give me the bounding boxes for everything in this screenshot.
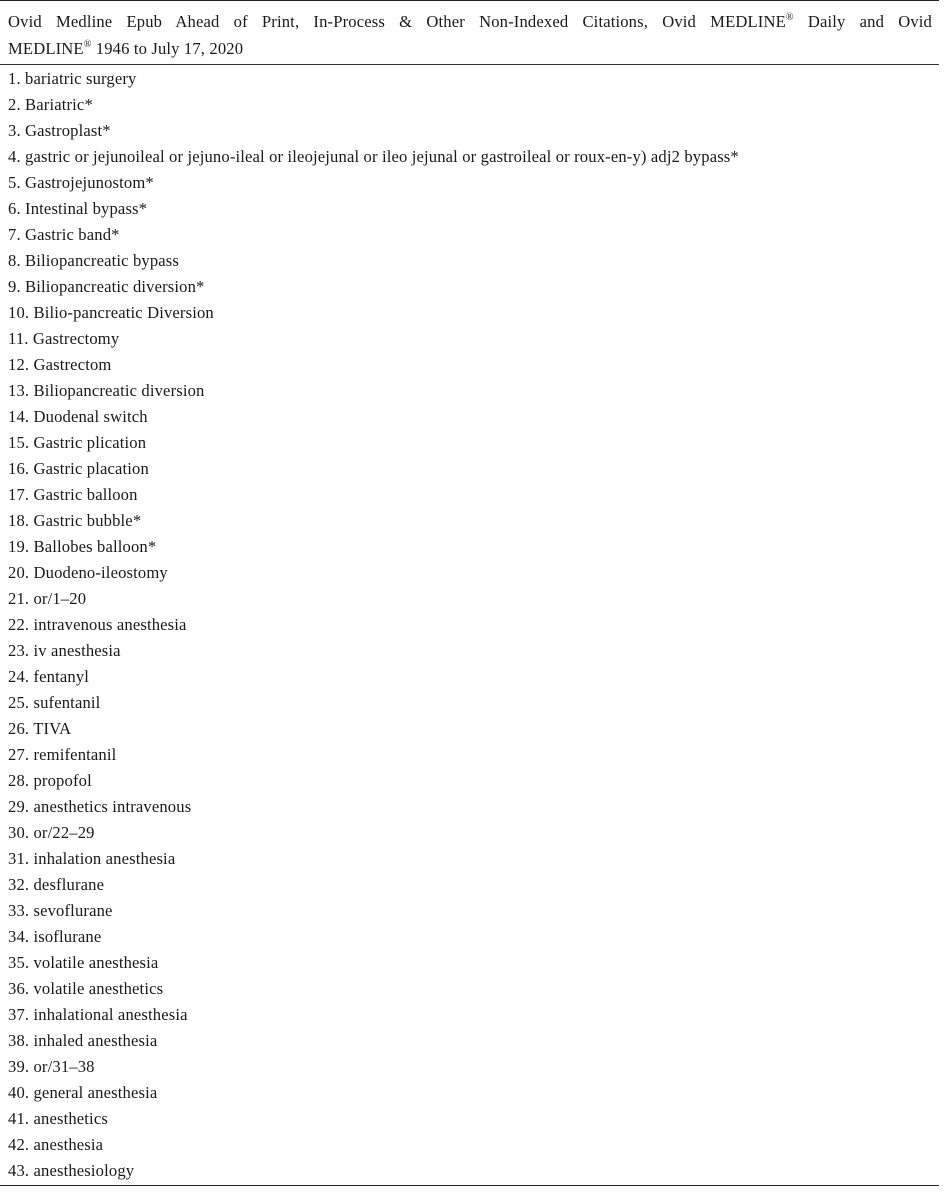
- search-term-row: 21. or/1–20: [8, 589, 87, 608]
- header-line-2-tail: 1946 to July 17, 2020: [91, 39, 244, 58]
- search-term-row: 2. Bariatric*: [8, 95, 93, 114]
- search-term-row: 7. Gastric band*: [8, 225, 120, 244]
- header-line-1-tail: Daily and Ovid: [793, 12, 932, 31]
- search-term-row: 19. Ballobes balloon*: [8, 537, 157, 556]
- search-term-row: 24. fentanyl: [8, 667, 90, 686]
- header-line-2-text: MEDLINE: [8, 39, 84, 58]
- search-term-row: 39. or/31–38: [8, 1057, 95, 1076]
- search-term-row: 8. Biliopancreatic bypass: [8, 251, 180, 270]
- search-term-row: 37. inhalational anesthesia: [8, 1005, 188, 1024]
- search-term-row: 41. anesthetics: [8, 1109, 108, 1128]
- search-term-row: 17. Gastric balloon: [8, 485, 138, 504]
- search-term-row: 42. anesthesia: [8, 1135, 104, 1154]
- search-term-row: 13. Biliopancreatic diversion: [8, 381, 205, 400]
- search-term-row: 43. anesthesiology: [8, 1161, 135, 1180]
- search-term-row: 10. Bilio-pancreatic Diversion: [8, 303, 214, 322]
- search-term-row: 38. inhaled anesthesia: [8, 1031, 158, 1050]
- search-term-row: 3. Gastroplast*: [8, 121, 111, 140]
- search-term-list: [8, 66, 739, 1184]
- registered-mark: ®: [785, 12, 794, 23]
- search-term-row: 36. volatile anesthetics: [8, 979, 164, 998]
- search-term-row: 16. Gastric placation: [8, 459, 149, 478]
- search-term-row: 23. iv anesthesia: [8, 641, 121, 660]
- registered-mark: ®: [83, 39, 92, 50]
- search-term-row: 9. Biliopancreatic diversion*: [8, 277, 205, 296]
- search-term-row: 27. remifentanil: [8, 745, 117, 764]
- search-term-row: 35. volatile anesthesia: [8, 953, 159, 972]
- search-term-row: 28. propofol: [8, 771, 92, 790]
- search-term-row: 5. Gastrojejunostom*: [8, 173, 154, 192]
- search-term-row: 18. Gastric bubble*: [8, 511, 142, 530]
- search-term-row: 6. Intestinal bypass*: [8, 199, 148, 218]
- search-term-row: 34. isoflurane: [8, 927, 102, 946]
- search-term-row: 26. TIVA: [8, 719, 72, 738]
- search-term-row: 31. inhalation anesthesia: [8, 849, 176, 868]
- search-term-row: 4. gastric or jejunoileal or jejuno-ileal or ileojejunal or ileo jejunal or gastroileal or roux-en-y) adj2 bypass*: [8, 147, 739, 166]
- search-term-row: 25. sufentanil: [8, 693, 101, 712]
- header-rule: [0, 64, 939, 65]
- search-term-row: 33. sevoflurane: [8, 901, 113, 920]
- search-term-row: 14. Duodenal switch: [8, 407, 148, 426]
- search-term-row: 40. general anesthesia: [8, 1083, 158, 1102]
- search-term-row: 12. Gastrectom: [8, 355, 112, 374]
- bottom-rule: [0, 1185, 939, 1186]
- header-line-2: [8, 35, 932, 62]
- top-rule: [0, 0, 939, 1]
- search-term-row: 20. Duodeno-ileostomy: [8, 563, 168, 582]
- header-line-1-text: Ovid Medline Epub Ahead of Print, In-Process & Other Non-Indexed Citations, Ovid MEDLINE: [8, 12, 786, 31]
- header-line-1: [8, 8, 932, 35]
- search-term-row: 29. anesthetics intravenous: [8, 797, 192, 816]
- search-term-row: 11. Gastrectomy: [8, 329, 120, 348]
- search-term-row: 32. desflurane: [8, 875, 105, 894]
- search-term-row: 22. intravenous anesthesia: [8, 615, 187, 634]
- search-term-row: 30. or/22–29: [8, 823, 95, 842]
- search-term-row: 15. Gastric plication: [8, 433, 147, 452]
- table-header: [8, 8, 932, 62]
- search-term-row: 1. bariatric surgery: [8, 69, 137, 88]
